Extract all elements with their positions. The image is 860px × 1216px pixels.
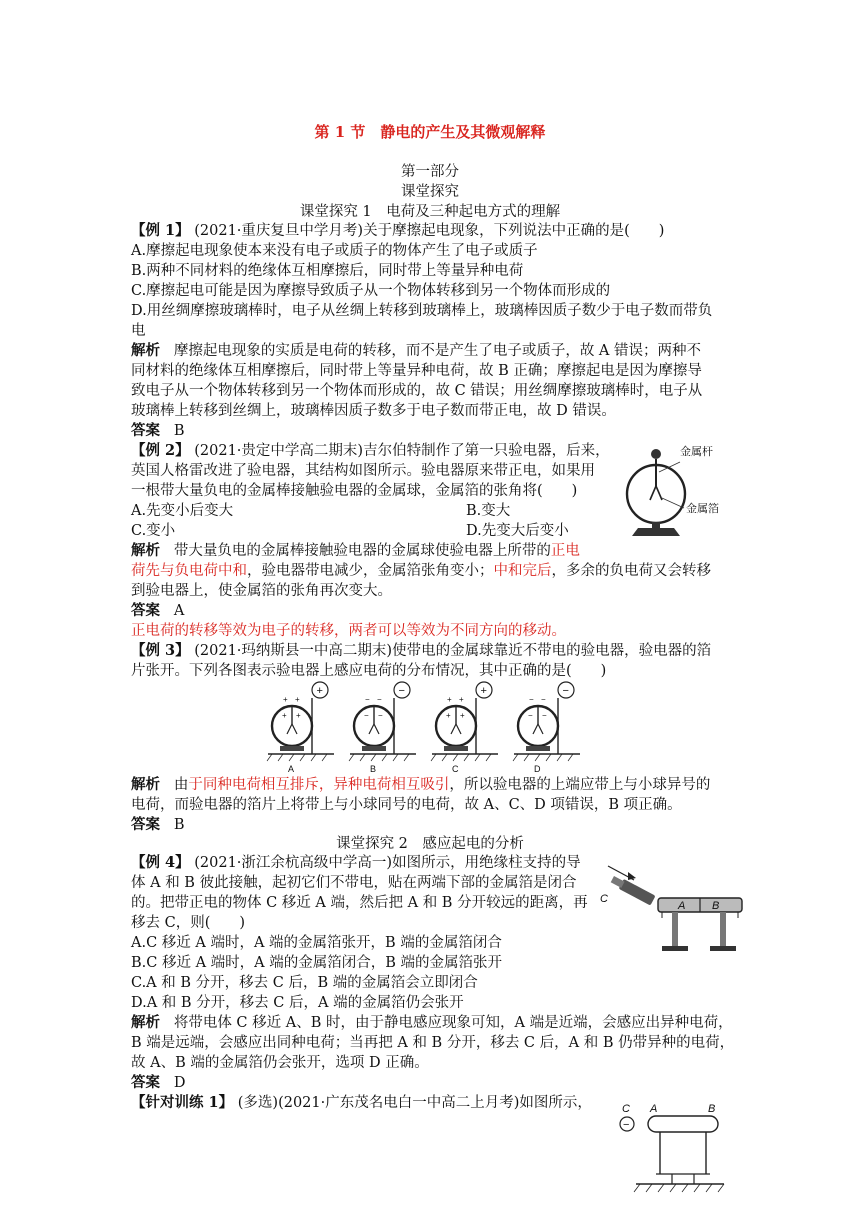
drill1-label: 【针对训练 1】	[131, 1094, 234, 1111]
ex4-answer	[131, 1073, 185, 1093]
ex3-analysis	[131, 775, 710, 795]
sign-negative: −	[623, 1119, 630, 1131]
ex4-stem-line3: 的。把带正电的物体 C 移近 A 端，然后把 A 和 B 分开较远的距离，再	[131, 895, 588, 911]
ex1-answer-label: 答案	[131, 422, 160, 439]
electroscope-options-figure	[264, 678, 594, 774]
ex4-analysis	[131, 1013, 733, 1033]
ball-sign-c: +	[480, 685, 487, 697]
ex2-stem-line2: 英国人格雷改进了验电器，其结构如图所示。验电器原来带正电，如果用	[131, 463, 595, 479]
label-metal-foil: 金属箔	[686, 503, 719, 515]
ex3-stem	[131, 641, 711, 661]
ex4-stem-line2: 体 A 和 B 彼此接触，起初它们不带电，贴在两端下部的金属箔是闭合	[131, 875, 577, 891]
ex3-analysis-line2: 电荷，而验电器的箔片上将带上与小球同号的电荷，故 A、C、D 项错误，B 项正确。	[131, 797, 682, 813]
ex1-analysis-line1: 摩擦起电现象的实质是电荷的转移，而不是产生了电子或质子，故 A 错误；两种不	[173, 343, 702, 359]
ball-sign-d: −	[562, 685, 569, 697]
ex2-note: 正电荷的转移等效为电子的转移，两者可以等效为不同方向的移动。	[131, 623, 566, 639]
induction-figure	[598, 858, 748, 958]
ex4-analysis-label: 解析	[131, 1014, 160, 1031]
ex4-label: 【例 4】	[131, 854, 190, 871]
ex3-analysis-1a: 由	[173, 777, 189, 793]
electroscope-figure	[618, 440, 743, 540]
ex2-option-c: C.变小	[131, 523, 176, 539]
ex1-answer	[131, 421, 184, 441]
ex1-analysis-line3: 致电子从一个物体转移到另一个物体而形成的，故 C 错误；用丝绸摩擦玻璃棒时，电子从	[131, 383, 703, 399]
ex2-option-b: B.变大	[466, 503, 511, 519]
ex3-answer-value: B	[173, 817, 185, 833]
ex1-option-d: D.用丝绸摩擦玻璃棒时，电子从丝绸上转移到玻璃棒上，玻璃棒因质子数少于电子数而带负	[131, 303, 713, 319]
ex3-answer	[131, 815, 184, 835]
induced-charge-mark: +	[459, 695, 464, 704]
ex4-option-a: A.C 移近 A 端时，A 端的金属箔张开，B 端的金属箔闭合	[131, 935, 502, 951]
page-title: 第 1 节 静电的产生及其微观解释	[314, 123, 546, 141]
induced-charge-mark: +	[296, 711, 301, 720]
topic1-heading: 课堂探究 1 电荷及三种起电方式的理解	[299, 204, 561, 220]
ex2-stem	[131, 441, 610, 461]
induced-charge-mark: +	[282, 711, 287, 720]
label-a: A	[650, 1103, 658, 1115]
ex1-stem-text: (2021·重庆复旦中学月考)关于摩擦起电现象，下列说法中正确的是( )	[194, 223, 665, 239]
ex2-answer	[131, 601, 184, 621]
induced-charge-mark: +	[295, 695, 300, 704]
ex2-analysis-2b: ，验电器带电减少，金属箔张角变小；	[247, 563, 494, 579]
option-label-a: A	[288, 764, 295, 774]
ex1-option-b: B.两种不同材料的绝缘体互相摩擦后，同时带上等量异种电荷	[131, 263, 524, 279]
label-a: A	[678, 900, 686, 912]
ex2-analysis-2a: 荷先与负电荷中和	[131, 563, 247, 579]
ex1-label: 【例 1】	[131, 222, 190, 239]
ex3-analysis-label: 解析	[131, 776, 160, 793]
ex1-option-c: C.摩擦起电可能是因为摩擦导致质子从一个物体转移到另一个物体而形成的	[131, 283, 611, 299]
ex2-analysis-label: 解析	[131, 542, 160, 559]
ex1-option-d-cont: 电	[131, 323, 146, 339]
ball-sign-b: −	[398, 685, 405, 697]
part-heading: 第一部分	[401, 164, 459, 180]
induced-charge-mark: −	[541, 695, 546, 704]
induced-charge-mark: +	[283, 695, 288, 704]
ex2-analysis	[131, 541, 580, 561]
ex2-analysis-1a: 带大量负电的金属棒接触验电器的金属球使验电器上所带的	[173, 543, 551, 559]
ex4-option-c: C.A 和 B 分开，移去 C 后，B 端的金属箔会立即闭合	[131, 975, 478, 991]
ex1-analysis	[131, 341, 701, 361]
ex2-answer-value: A	[173, 603, 185, 619]
ex4-analysis-line1: 将带电体 C 移近 A、B 时，由于静电感应现象可知，A 端是近端，会感应出异种电荷，	[173, 1015, 733, 1031]
electroscope-option-c	[431, 682, 498, 774]
ex4-stem-line4: 移去 C，则( )	[131, 915, 246, 931]
ex3-analysis-1b: 于同种电荷相互排斥，异种电荷相互吸引	[188, 777, 450, 793]
ex4-analysis-line2: B 端是远端，会感应出同种电荷；当再把 A 和 B 分开，移去 C 后，A 和 B 仍带异种的电荷，	[131, 1035, 735, 1051]
induced-charge-mark: −	[542, 711, 547, 720]
ex2-analysis-2c: 中和完后	[493, 563, 552, 579]
induced-charge-mark: −	[528, 711, 533, 720]
induced-charge-mark: −	[529, 695, 534, 704]
induced-charge-mark: −	[365, 695, 370, 704]
ex2-analysis-2d: ，多余的负电荷又会转移	[551, 563, 711, 579]
ball-sign-a: +	[316, 685, 323, 697]
option-label-b: B	[370, 764, 377, 774]
topic2-heading: 课堂探究 2 感应起电的分析	[336, 836, 524, 852]
section-heading: 课堂探究	[401, 184, 459, 200]
induced-charge-mark: +	[460, 711, 465, 720]
ex3-stem-line2: 片张开。下列各图表示验电器上感应电荷的分布情况，其中正确的是( )	[131, 663, 607, 679]
ex4-answer-label: 答案	[131, 1074, 160, 1091]
option-label-d: D	[534, 764, 541, 774]
electroscope-option-a	[267, 682, 334, 774]
induced-charge-mark: −	[378, 711, 383, 720]
ex4-answer-value: D	[173, 1075, 186, 1091]
label-b: B	[708, 1103, 716, 1115]
induced-charge-mark: +	[446, 711, 451, 720]
label-c: C	[622, 1103, 630, 1115]
induced-charge-mark: −	[364, 711, 369, 720]
ex4-stem-line1: (2021·浙江余杭高级中学高一)如图所示，用绝缘柱支持的导	[194, 855, 581, 871]
ex2-analysis-1b: 正电	[550, 543, 580, 559]
drill1-stem	[131, 1093, 592, 1113]
ex2-analysis-line3: 到验电器上，使金属箔的张角再次变大。	[131, 583, 392, 599]
label-b: B	[712, 900, 720, 912]
ex2-stem-line1: (2021·贵定中学高二期末)吉尔伯特制作了第一只验电器，后来，	[194, 443, 610, 459]
ex3-stem-line1: (2021·玛纳斯县一中高二期末)使带电的金属球靠近不带电的验电器，验电器的箔	[194, 643, 712, 659]
induced-charge-mark: +	[447, 695, 452, 704]
ex1-analysis-label: 解析	[131, 342, 160, 359]
ex3-analysis-1c: ，所以验电器的上端应带上与小球异号的	[449, 777, 711, 793]
ex2-analysis-line2	[131, 561, 711, 581]
ex2-label: 【例 2】	[131, 442, 190, 459]
ex3-answer-label: 答案	[131, 816, 160, 833]
label-metal-rod: 金属杆	[680, 446, 713, 458]
ex2-stem-line3: 一根带大量负电的金属棒接触验电器的金属球，金属箔的张角将( )	[131, 483, 578, 499]
ex4-analysis-line3: 故 A、B 端的金属箔仍会张开，选项 D 正确。	[131, 1055, 429, 1071]
option-label-c: C	[452, 764, 459, 774]
ex1-analysis-line2: 同材料的绝缘体互相摩擦后，同时带上等量异种电荷，故 B 正确；摩擦起电是因为摩擦导	[131, 363, 702, 379]
induced-charge-mark: −	[377, 695, 382, 704]
ex2-option-a: A.先变小后变大	[131, 503, 234, 519]
label-c: C	[600, 893, 608, 905]
drill1-figure	[612, 1100, 737, 1208]
ex1-stem	[131, 221, 664, 241]
ex2-option-d: D.先变大后变小	[466, 523, 569, 539]
ex1-option-a: A.摩擦起电现象使本来没有电子或质子的物体产生了电子或质子	[131, 243, 538, 259]
ex4-option-b: B.C 移近 A 端时，A 端的金属箔闭合，B 端的金属箔张开	[131, 955, 503, 971]
ex1-analysis-line4: 玻璃棒上转移到丝绸上，玻璃棒因质子数多于电子数而带正电，故 D 错误。	[131, 403, 616, 419]
ex4-stem	[131, 853, 581, 873]
ex4-option-d: D.A 和 B 分开，移去 C 后，A 端的金属箔仍会张开	[131, 995, 464, 1011]
electroscope-option-b	[349, 682, 416, 774]
drill1-stem-text: (多选)(2021·广东茂名电白一中高二上月考)如图所示，	[237, 1095, 592, 1111]
ex3-label: 【例 3】	[131, 642, 190, 659]
ex1-answer-value: B	[173, 423, 185, 439]
electroscope-option-d	[513, 682, 580, 774]
ex2-answer-label: 答案	[131, 602, 160, 619]
